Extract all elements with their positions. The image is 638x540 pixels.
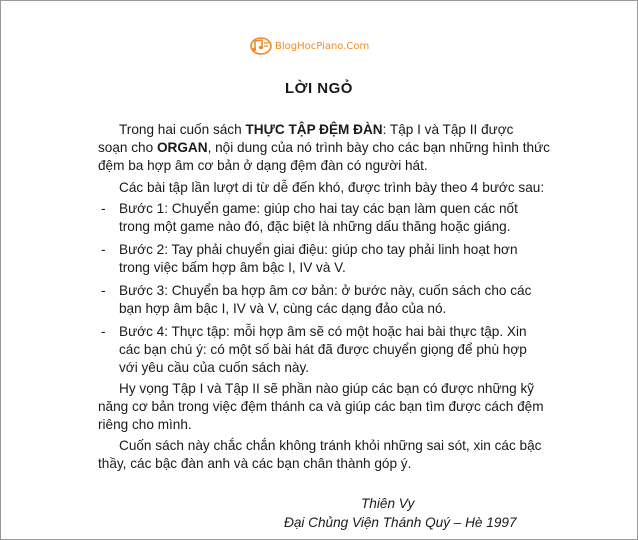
step-2-line-2: trong việc bấm hợp âm bậc I, IV và V. bbox=[119, 260, 346, 275]
intro-line-1 bbox=[119, 122, 513, 138]
site-logo[interactable] bbox=[250, 37, 369, 55]
page-title: LỜI NGỎ bbox=[285, 80, 353, 97]
closing-line-1: Cuốn sách này chắc chắn không tránh khỏi những sai sót, xin các bậc bbox=[119, 438, 542, 453]
intro-line-2 bbox=[98, 140, 550, 156]
list-bullet: - bbox=[101, 242, 106, 257]
hope-line-1: Hy vọng Tập I và Tập II sẽ phần nào giúp các bạn có được những kỹ bbox=[119, 381, 535, 396]
book-title: THỰC TẬP ĐỆM ĐÀN bbox=[245, 122, 383, 137]
step-4-line-2: các bạn chú ý: có một số bài hát đã được chuyển giọng để phù hợp bbox=[119, 342, 527, 357]
intro-text: : Tập I và Tập II được bbox=[382, 122, 514, 137]
list-bullet: - bbox=[101, 324, 106, 339]
list-bullet: - bbox=[101, 201, 106, 216]
logo-text: BlogHocPiano.Com bbox=[275, 40, 370, 52]
step-3-line-1: Bước 3: Chuyển ba hợp âm cơ bản: ở bước này, cuốn sách cho các bbox=[119, 283, 532, 298]
step-3-line-2: bạn hợp âm bậc I, IV và V, cùng các dạng đảo của nó. bbox=[119, 301, 447, 316]
hope-line-3: riêng cho mình. bbox=[98, 417, 192, 432]
music-notes-icon bbox=[250, 37, 272, 55]
closing-line-2: thầy, các bậc đàn anh và các bạn chân thành góp ý. bbox=[98, 456, 412, 471]
step-1-line-1: Bước 1: Chuyển game: giúp cho hai tay các bạn làm quen các nốt bbox=[119, 201, 518, 216]
step-4-line-3: với yêu cầu của cuốn sách này. bbox=[119, 360, 310, 375]
hope-line-2: năng cơ bản trong việc đệm thánh ca và giúp các bạn tìm được cách đệm bbox=[98, 399, 544, 414]
intro-text: soạn cho bbox=[98, 140, 157, 155]
author-place-date: Đại Chủng Viện Thánh Quý – Hè 1997 bbox=[284, 515, 517, 530]
step-4-line-1: Bước 4: Thực tập: mỗi hợp âm sẽ có một hoặc hai bài thực tập. Xin bbox=[119, 324, 527, 339]
step-1-line-2: trong một game nào đó, đặc biệt là những dấu thăng hoặc giáng. bbox=[119, 219, 511, 234]
step-2-line-1: Bước 2: Tay phải chuyển giai điệu: giúp cho tay phải linh hoạt hơn bbox=[119, 242, 518, 257]
intro-line-3: đệm ba hợp âm cơ bản ở dạng đệm đàn có người hát. bbox=[98, 158, 428, 173]
intro-text: Trong hai cuốn sách bbox=[119, 122, 246, 137]
intro-text: , nội dung của nó trình bày cho các bạn những hình thức bbox=[207, 140, 550, 155]
steps-intro: Các bài tập lần lượt di từ dễ đến khó, được trình bày theo 4 bước sau: bbox=[119, 180, 545, 195]
author-name: Thiên Vy bbox=[361, 496, 415, 511]
list-bullet: - bbox=[101, 283, 106, 298]
instrument-name: ORGAN bbox=[156, 140, 208, 155]
